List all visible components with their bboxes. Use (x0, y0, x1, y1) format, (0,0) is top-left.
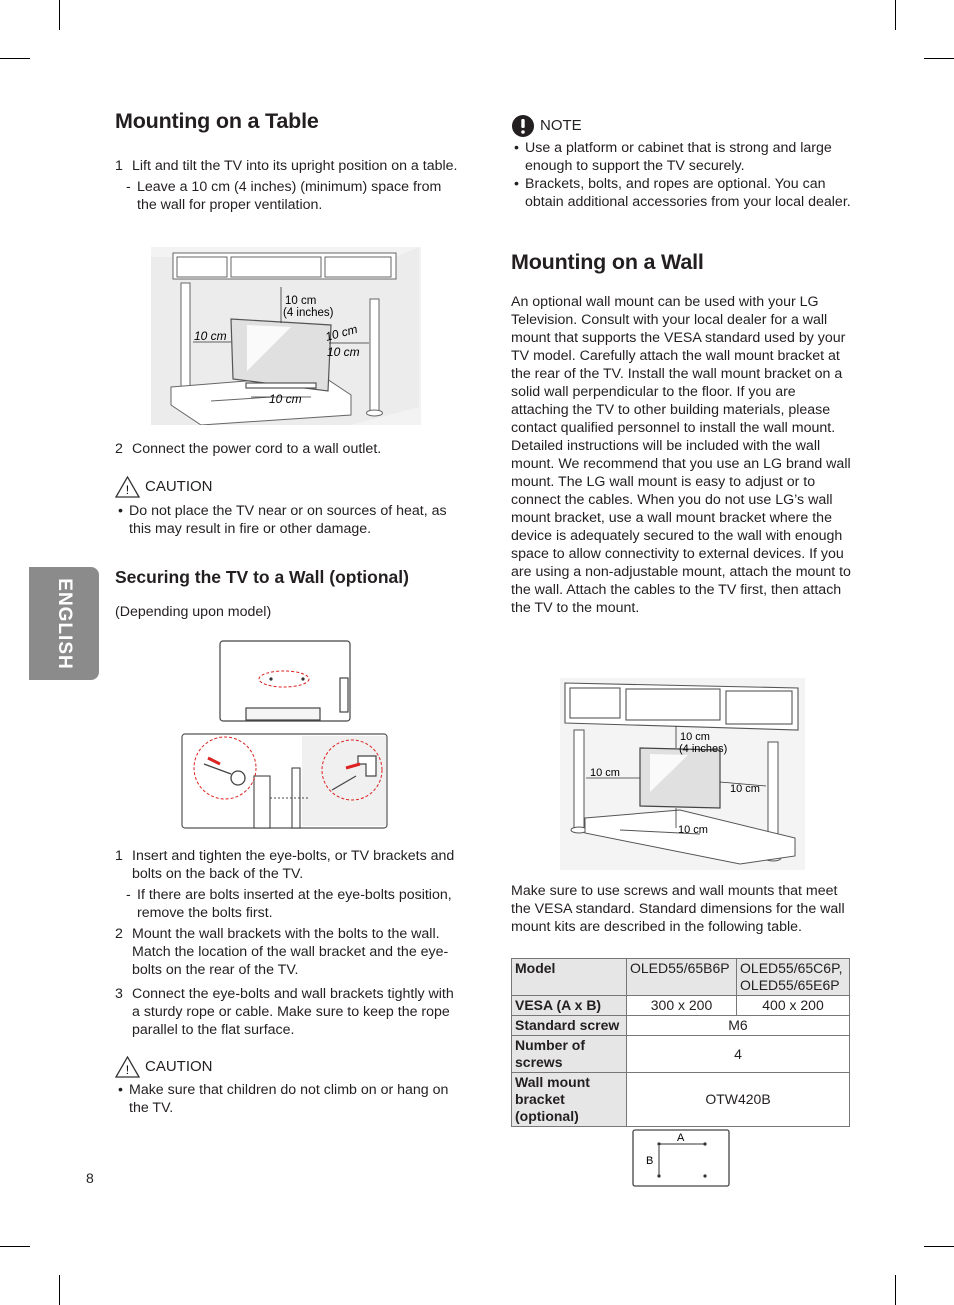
caution-header (115, 476, 460, 498)
dim-top: 10 cm (285, 295, 317, 307)
wall-shelf (173, 253, 396, 279)
table-header-cell: Model (512, 959, 627, 996)
wall-dim-bottom: 10 cm (678, 824, 708, 836)
svg-text:!: ! (125, 1063, 130, 1077)
note-header (511, 114, 853, 138)
dim-right: 10 cm (327, 345, 360, 359)
wall-tv (640, 748, 720, 808)
note-bullet: • Brackets, bolts, and ropes are optional. You can obtain additional accessories from your local dealer. (514, 176, 851, 210)
warning-triangle-icon (115, 1056, 140, 1078)
table-mount-title: Mounting on a Table (115, 109, 319, 133)
tv-rear (220, 641, 350, 721)
caution-header (115, 1056, 460, 1078)
vesa-paragraph: Make sure to use screws and wall mounts that meet the VESA standard. Standard dimensions for the wall mount kits are described in the following table. (511, 883, 845, 935)
step-item: 3 Connect the eye-bolts and wall brackets tightly with a sturdy rope or cable. Make sure to keep the rope parallel to the flat surface. (115, 986, 454, 1038)
dim-right-tilt: 10 cm (323, 321, 359, 344)
table-cell: OLED55/65B6P (627, 959, 737, 996)
dim-bottom: 10 cm (269, 392, 302, 406)
table-cell: 300 x 200 (627, 996, 737, 1016)
dim-top-inches: (4 inches) (283, 307, 334, 319)
table-cell: OLED55/65C6P, OLED55/65E6P (737, 959, 850, 996)
caution-label: CAUTION (145, 1058, 213, 1075)
wall-mount-title: Mounting on a Wall (511, 250, 704, 274)
wall-cabinet (565, 683, 798, 730)
right-column-2 (511, 882, 853, 936)
table-cell: 4 (627, 1036, 850, 1073)
table-header-cell: Number of screws (512, 1036, 627, 1073)
caution-bullet: • Make sure that children do not climb on or hang on the TV. (118, 1082, 449, 1116)
left-column-3 (115, 847, 460, 1117)
table-header-cell: Wall mount bracket (optional) (512, 1073, 627, 1127)
vesa-spec-table (511, 958, 850, 1127)
table-header-cell: Standard screw (512, 1016, 627, 1036)
crop-mark (924, 58, 954, 59)
wall-mount-figure (560, 678, 805, 870)
depending-note: (Depending upon model) (115, 604, 272, 620)
crop-mark (895, 0, 896, 30)
wall-mount-paragraph: An optional wall mount can be used with your LG Television. Consult with your local dealer for a wall mount that supports the VESA standard used by your TV model. Carefully attach the wall mount bracket at the rear of the TV. Install the wall mount bracket on a solid wall perpendicular to the floor. If you are attaching the TV to other building materials, please contact qualified personnel to install the wall mount. Detailed instructions will be included with the wall mount. We recommend that you use an LG brand wall mount. The LG wall mount is easy to adjust or to connect the cables. When you do not use LG’s wall mount bracket, use a wall mount bracket where the device is adequately secured to the wall with enough space to allow connectivity to external devices. If you are using a non-adjustable mount, attach the mount to the wall. Attach the cables to the TV first, then attach the TV to the mount. (511, 294, 851, 616)
table-row (512, 1073, 850, 1127)
note-bullet: • Use a platform or cabinet that is strong and large enough to support the TV securely. (514, 140, 832, 174)
wall-dim-top: 10 cm (680, 731, 710, 743)
page-number: 8 (86, 1170, 94, 1186)
step-item: 2 Connect the power cord to a wall outlet. (115, 441, 382, 457)
vesa-a-label: A (677, 1132, 685, 1144)
crop-mark (59, 0, 60, 30)
wall-dim-right: 10 cm (730, 783, 760, 795)
language-tab (29, 567, 99, 680)
vesa-dimension-diagram (632, 1129, 730, 1188)
crop-mark (59, 1275, 60, 1305)
warning-triangle-icon (115, 476, 140, 498)
step-item: 1 Insert and tighten the eye-bolts, or TV brackets and bolts on the back of the TV. (115, 848, 455, 882)
table-header-cell: VESA (A x B) (512, 996, 627, 1016)
caution-bullet: • Do not place the TV near or on sources of heat, as this may result in fire or other damage. (118, 503, 447, 537)
left-column (115, 109, 460, 214)
tv-screen (231, 319, 331, 391)
vesa-b-label: B (646, 1155, 654, 1167)
step-item: 1 Lift and tilt the TV into its upright position on a table. (115, 158, 458, 174)
table-row (512, 1016, 850, 1036)
note-exclamation-icon (511, 114, 535, 138)
sub-item: - If there are bolts inserted at the eye-bolts position, remove the bolts first. (126, 887, 452, 921)
caution-label: CAUTION (145, 478, 213, 495)
secure-wall-figure (180, 640, 390, 830)
crop-mark (895, 1275, 896, 1305)
table-cell: M6 (627, 1016, 850, 1036)
table-row (512, 996, 850, 1016)
left-column-2 (115, 440, 460, 621)
table-row (512, 959, 850, 996)
crop-mark (0, 1246, 30, 1247)
wall-dim-top-inches: (4 inches) (679, 743, 728, 755)
table-mount-figure (151, 247, 421, 425)
right-column (511, 114, 853, 617)
secure-wall-subtitle: Securing the TV to a Wall (optional) (115, 567, 409, 587)
crop-mark (0, 58, 30, 59)
sub-item: - Leave a 10 cm (4 inches) (minimum) space from the wall for proper ventilation. (126, 179, 442, 213)
dim-left: 10 cm (194, 329, 227, 343)
table-cell: OTW420B (627, 1073, 850, 1127)
note-label: NOTE (540, 117, 582, 134)
table-cell: 400 x 200 (737, 996, 850, 1016)
crop-mark (924, 1246, 954, 1247)
language-tab-label: ENGLISH (54, 577, 75, 670)
table-row (512, 1036, 850, 1073)
step-item: 2 Mount the wall brackets with the bolts to the wall. Match the location of the wall bracket and the eye-bolts on the rear of the TV. (115, 926, 449, 978)
wall-dim-left: 10 cm (590, 767, 620, 779)
svg-text:!: ! (125, 483, 130, 497)
